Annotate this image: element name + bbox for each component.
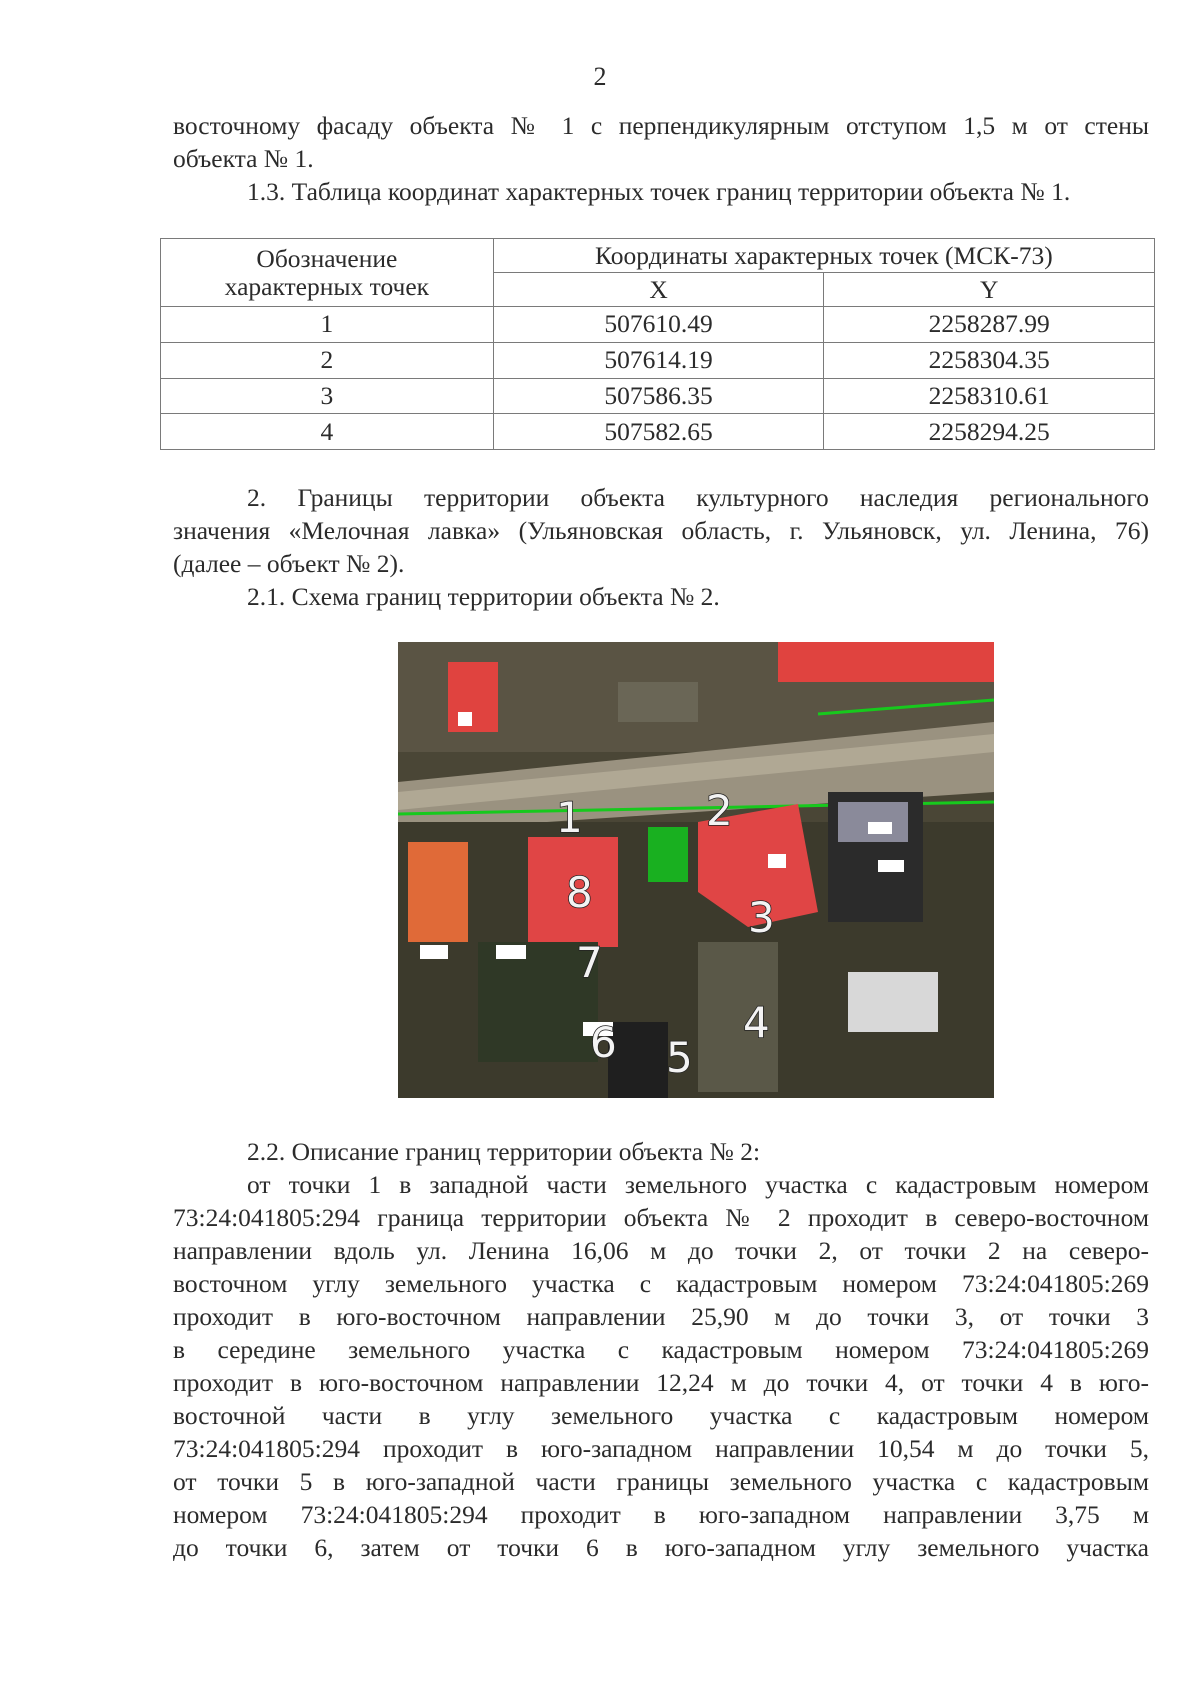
building-top-right bbox=[778, 642, 994, 682]
map-label-7: 7 bbox=[576, 938, 603, 987]
cell-y: 2258287.99 bbox=[824, 307, 1155, 343]
building-left bbox=[408, 842, 468, 942]
section22-line: от точки 5 в юго-западной части границы земельного участка с кадастровым bbox=[173, 1467, 1149, 1496]
cell-x: 507586.35 bbox=[493, 378, 824, 414]
section22-line: до точки 6, затем от точки 6 в юго-западном углу земельного участка bbox=[173, 1533, 1149, 1562]
table-header-coords: Координаты характерных точек (МСК-73) bbox=[493, 239, 1154, 273]
section22-line: восточной части в углу земельного участка с кадастровым номером bbox=[173, 1401, 1149, 1430]
section22-line: от точки 1 в западной части земельного участка с кадастровым номером bbox=[247, 1170, 1149, 1199]
table-row bbox=[161, 378, 1155, 414]
cell-point: 1 bbox=[161, 307, 494, 343]
green-structure bbox=[648, 827, 688, 882]
intro-line-1: восточному фасаду объекта № 1 с перпендикулярным отступом 1,5 м от стены bbox=[173, 111, 1149, 140]
table-caption: 1.3. Таблица координат характерных точек границ территории объекта № 1. bbox=[247, 177, 1071, 206]
section2-line-3: (далее – объект № 2). bbox=[173, 549, 405, 578]
cell-y: 2258304.35 bbox=[824, 342, 1155, 378]
territory-scheme-image bbox=[398, 642, 994, 1098]
building-top-left bbox=[448, 662, 498, 732]
map-label-1: 1 bbox=[556, 793, 583, 842]
cell-point: 2 bbox=[161, 342, 494, 378]
coordinates-table bbox=[160, 238, 1155, 450]
cell-y: 2258294.25 bbox=[824, 414, 1155, 450]
map-label-2: 2 bbox=[706, 786, 733, 835]
section22-line: 73:24:041805:294 граница территории объекта № 2 проходит в северо-восточном bbox=[173, 1203, 1149, 1232]
cell-point: 3 bbox=[161, 378, 494, 414]
building-lower-right bbox=[848, 972, 938, 1032]
table-row bbox=[161, 414, 1155, 450]
cell-x: 507610.49 bbox=[493, 307, 824, 343]
cell-x: 507582.65 bbox=[493, 414, 824, 450]
section2-line-4: 2.1. Схема границ территории объекта № 2. bbox=[247, 582, 720, 611]
section22-line: восточном углу земельного участка с кадастровым номером 73:24:041805:269 bbox=[173, 1269, 1149, 1298]
section22-line: проходит в юго-восточном направлении 12,24 м до точки 4, от точки 4 в юго- bbox=[173, 1368, 1149, 1397]
cell-y: 2258310.61 bbox=[824, 378, 1155, 414]
header-points-line1: Обозначение bbox=[256, 243, 398, 273]
section22-line: в середине земельного участка с кадастровым номером 73:24:041805:269 bbox=[173, 1335, 1149, 1364]
table-header-points bbox=[161, 239, 494, 307]
map-label-5: 5 bbox=[666, 1033, 693, 1082]
satellite-map bbox=[398, 642, 994, 1098]
section22-line: номером 73:24:041805:294 проходит в юго-западном направлении 3,75 м bbox=[173, 1500, 1149, 1529]
table-row bbox=[161, 307, 1155, 343]
header-points-line2: характерных точек bbox=[224, 271, 430, 301]
table-header-x: X bbox=[493, 273, 824, 307]
map-label-8: 8 bbox=[566, 868, 593, 917]
cell-point: 4 bbox=[161, 414, 494, 450]
map-label-6: 6 bbox=[590, 1018, 617, 1067]
section2-line-1: 2. Границы территории объекта культурного наследия регионального bbox=[247, 483, 1149, 512]
section22-line: направлении вдоль ул. Ленина 16,06 м до точки 2, от точки 2 на северо- bbox=[173, 1236, 1149, 1265]
map-label-3: 3 bbox=[748, 893, 775, 942]
table-row bbox=[161, 342, 1155, 378]
section22-heading: 2.2. Описание границ территории объекта № 2: bbox=[247, 1137, 761, 1166]
page-number: 2 bbox=[593, 62, 607, 91]
section22-line: 73:24:041805:294 проходит в юго-западном направлении 10,54 м до точки 5, bbox=[173, 1434, 1149, 1463]
cell-x: 507614.19 bbox=[493, 342, 824, 378]
intro-line-2: объекта № 1. bbox=[173, 144, 314, 173]
section22-line: проходит в юго-восточном направлении 25,90 м до точки 3, от точки 3 bbox=[173, 1302, 1149, 1331]
section2-line-2: значения «Мелочная лавка» (Ульяновская область, г. Ульяновск, ул. Ленина, 76) bbox=[173, 516, 1149, 545]
map-label-4: 4 bbox=[743, 998, 770, 1047]
table-header-y: Y bbox=[824, 273, 1155, 307]
